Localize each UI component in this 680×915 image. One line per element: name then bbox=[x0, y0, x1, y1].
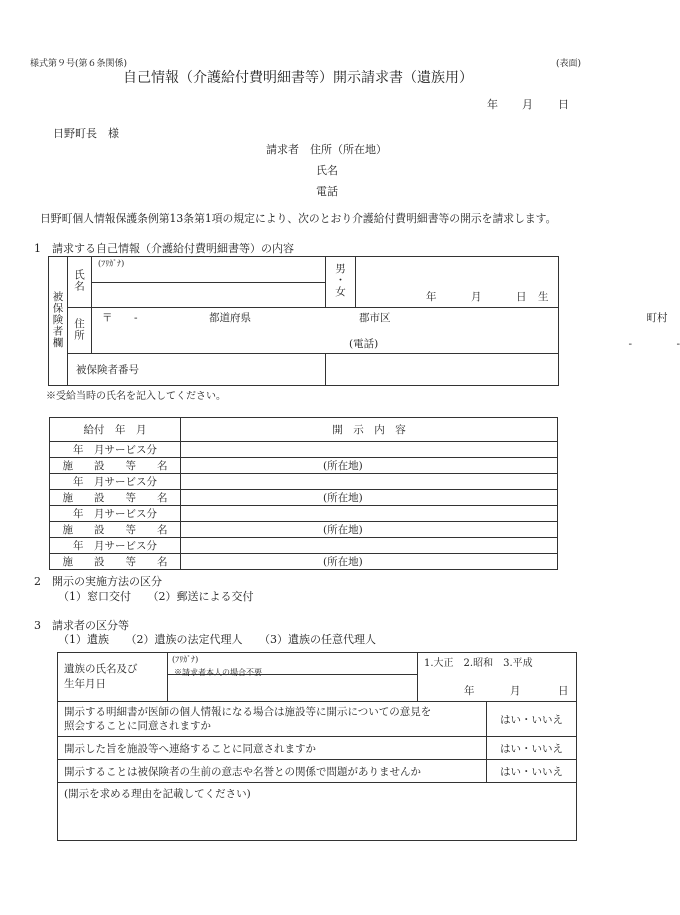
addressee: 日野町長 様 bbox=[53, 127, 119, 140]
birth-day: 日 bbox=[516, 290, 527, 303]
service-period[interactable]: 年 月サービス分 bbox=[50, 474, 181, 490]
question-2-answer[interactable]: はい・いいえ bbox=[487, 737, 577, 760]
section2-heading: 2 開示の実施方法の区分 bbox=[34, 575, 162, 588]
date-month: 月 bbox=[522, 98, 533, 111]
address-label: 住所 bbox=[73, 317, 85, 341]
name-note: ※受給当時の氏名を記入してください。 bbox=[46, 391, 226, 402]
furigana-label: (ﾌﾘｶﾞﾅ) bbox=[98, 259, 125, 268]
date-year: 年 bbox=[487, 98, 498, 111]
bereaved-label-line2: 生年月日 bbox=[64, 678, 106, 690]
sex-cell[interactable] bbox=[326, 257, 356, 308]
form-number: 様式第９号(第６条関係) bbox=[30, 59, 128, 69]
address-field[interactable] bbox=[92, 308, 559, 332]
name-field[interactable] bbox=[92, 283, 326, 308]
birth-month: 月 bbox=[471, 290, 482, 303]
requester-address-label: 請求者 住所（所在地） bbox=[266, 143, 387, 156]
table-row bbox=[50, 538, 558, 554]
period-header: 給付 年 月 bbox=[50, 418, 181, 442]
service-period[interactable]: 年 月サービス分 bbox=[50, 506, 181, 522]
question-1-line2: 照会することに同意されますか bbox=[64, 720, 211, 733]
question-1-line1: 開示する明細書が医師の個人情報になる場合は施設等に開示についての意見を bbox=[64, 706, 432, 718]
phone-dash-1: - bbox=[628, 337, 633, 350]
table-row bbox=[50, 490, 558, 506]
date-day: 日 bbox=[558, 98, 569, 111]
delivery-options[interactable]: （1）窓口交付 （2）郵送による交付 bbox=[58, 590, 254, 603]
insured-number-label-cell bbox=[68, 354, 326, 386]
bereaved-birth-year: 年 bbox=[464, 685, 475, 697]
phone-dash-2: - bbox=[676, 337, 680, 350]
question-2: 開示した旨を施設等へ連絡することに同意されますか bbox=[58, 737, 487, 760]
name-label: 氏名 bbox=[73, 269, 85, 292]
content-header: 開 示 内 容 bbox=[181, 418, 558, 442]
bereaved-note: ※請求者本人の場合不要 bbox=[174, 668, 262, 677]
prefecture-label: 都道府県 bbox=[209, 312, 251, 324]
service-period[interactable]: 年 月サービス分 bbox=[50, 538, 181, 554]
bereaved-table bbox=[57, 652, 577, 841]
birth-date-field[interactable] bbox=[356, 257, 559, 308]
bereaved-birth-field[interactable] bbox=[418, 653, 577, 702]
table-row bbox=[50, 474, 558, 490]
insured-number-field[interactable] bbox=[326, 354, 559, 386]
requester-type-options[interactable]: （1）遺族 （2）遺族の法定代理人 （3）遺族の任意代理人 bbox=[58, 633, 376, 646]
facility-location[interactable]: (所在地) bbox=[181, 522, 558, 538]
name-label-cell bbox=[68, 257, 92, 308]
service-period[interactable]: 年 月サービス分 bbox=[50, 442, 181, 458]
facility-label: 施 設 等 名 bbox=[50, 522, 181, 538]
service-content[interactable] bbox=[181, 506, 558, 522]
birth-suffix: 生 bbox=[538, 290, 549, 303]
section3-heading: 3 請求者の区分等 bbox=[34, 619, 129, 632]
facility-location[interactable]: (所在地) bbox=[181, 490, 558, 506]
bereaved-birth-month: 月 bbox=[510, 685, 521, 697]
question-1 bbox=[58, 702, 487, 737]
insured-table bbox=[48, 256, 680, 386]
insured-label: 被保険者欄 bbox=[51, 290, 64, 349]
bereaved-birth-day: 日 bbox=[558, 685, 569, 697]
bereaved-label-cell bbox=[58, 653, 168, 702]
service-content[interactable] bbox=[181, 474, 558, 490]
facility-location[interactable]: (所在地) bbox=[181, 458, 558, 474]
service-content[interactable] bbox=[181, 538, 558, 554]
postal-dash: - bbox=[134, 312, 138, 324]
facility-location[interactable]: (所在地) bbox=[181, 554, 558, 570]
furigana-field[interactable] bbox=[92, 257, 326, 283]
table-row bbox=[50, 442, 558, 458]
city-label: 郡市区 bbox=[359, 312, 391, 324]
side-label: (表面) bbox=[556, 59, 582, 69]
town-label: 町村 bbox=[646, 312, 668, 324]
phone-label: (電話) bbox=[349, 337, 379, 350]
facility-label: 施 設 等 名 bbox=[50, 554, 181, 570]
requester-name-label: 氏名 bbox=[316, 164, 338, 177]
bereaved-label-line1: 遺族の氏名及び bbox=[64, 663, 138, 676]
question-1-answer[interactable]: はい・いいえ bbox=[487, 702, 577, 737]
bereaved-name-field[interactable] bbox=[168, 668, 418, 702]
table-row bbox=[50, 554, 558, 570]
section1-heading: 1 請求する自己情報（介護給付費明細書等）の内容 bbox=[34, 242, 294, 255]
page-title: 自己情報（介護給付費明細書等）開示請求書（遺族用） bbox=[123, 70, 473, 86]
requester-phone-label: 電話 bbox=[316, 185, 338, 198]
facility-label: 施 設 等 名 bbox=[50, 490, 181, 506]
era-options[interactable]: 1.大正 2.昭和 3.平成 bbox=[424, 658, 533, 669]
address-label-cell bbox=[68, 308, 92, 354]
sex-label: 男・女 bbox=[334, 263, 346, 298]
question-3-answer[interactable]: はい・いいえ bbox=[487, 760, 577, 783]
insured-label-cell bbox=[49, 257, 68, 386]
facility-label: 施 設 等 名 bbox=[50, 458, 181, 474]
table-row bbox=[50, 506, 558, 522]
address-phone-area[interactable] bbox=[92, 332, 559, 354]
service-content[interactable] bbox=[181, 442, 558, 458]
table-row bbox=[50, 522, 558, 538]
table-row bbox=[50, 458, 558, 474]
disclosure-table bbox=[49, 417, 558, 570]
insured-number-label: 被保険者番号 bbox=[76, 364, 139, 376]
reason-label: (開示を求める理由を記載してください) bbox=[64, 788, 251, 801]
reason-field[interactable] bbox=[58, 783, 577, 841]
postal-mark: 〒 bbox=[102, 312, 113, 324]
birth-year: 年 bbox=[426, 290, 437, 303]
bereaved-furigana-label: (ﾌﾘｶﾞﾅ) bbox=[172, 655, 199, 664]
intro-text: 日野町個人情報保護条例第13条第1項の規定により、次のとおり介護給付費明細書等の開示を請求します。 bbox=[40, 212, 557, 225]
question-3: 開示することは被保険者の生前の意志や名誉との関係で問題がありませんか bbox=[58, 760, 487, 783]
